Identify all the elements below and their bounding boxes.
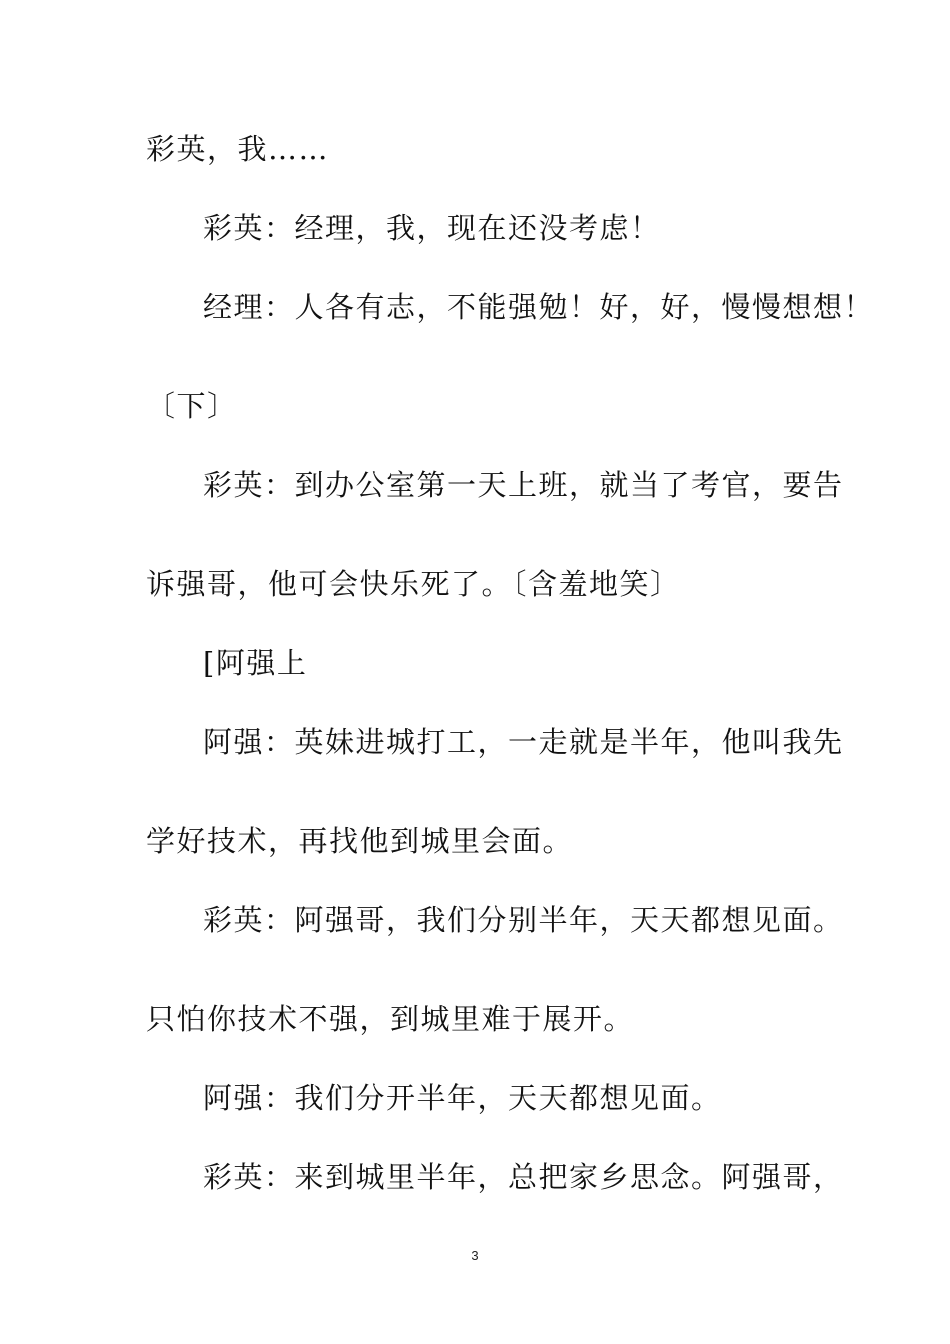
text-line: 学好技术，再找他到城里会面。 — [146, 824, 574, 858]
text-line: 〔下〕 — [146, 389, 238, 423]
text-line: 阿强：我们分开半年，天天都想见面。 — [203, 1081, 722, 1115]
text-line: 诉强哥，他可会快乐死了。〔含羞地笑〕 — [146, 567, 681, 601]
text-line: 只怕你技术不强，到城里难于展开。 — [146, 1002, 635, 1036]
text-line: 彩英：阿强哥，我们分别半年，天天都想见面。 — [203, 903, 844, 937]
text-line: [阿强上 — [203, 646, 308, 680]
text-line: 彩英：来到城里半年，总把家乡思念。阿强哥， — [203, 1160, 844, 1194]
text-line: 彩英：到办公室第一天上班，就当了考官，要告 — [203, 468, 844, 502]
page-number: 3 — [471, 1248, 479, 1263]
text-line: 彩英：经理，我，现在还没考虑！ — [203, 211, 661, 245]
text-line: 经理：人各有志，不能强勉！好，好，慢慢想想！ — [203, 290, 875, 324]
text-line: 阿强：英妹进城打工，一走就是半年，他叫我先 — [203, 725, 844, 759]
text-line: 彩英，我…… — [146, 132, 330, 166]
